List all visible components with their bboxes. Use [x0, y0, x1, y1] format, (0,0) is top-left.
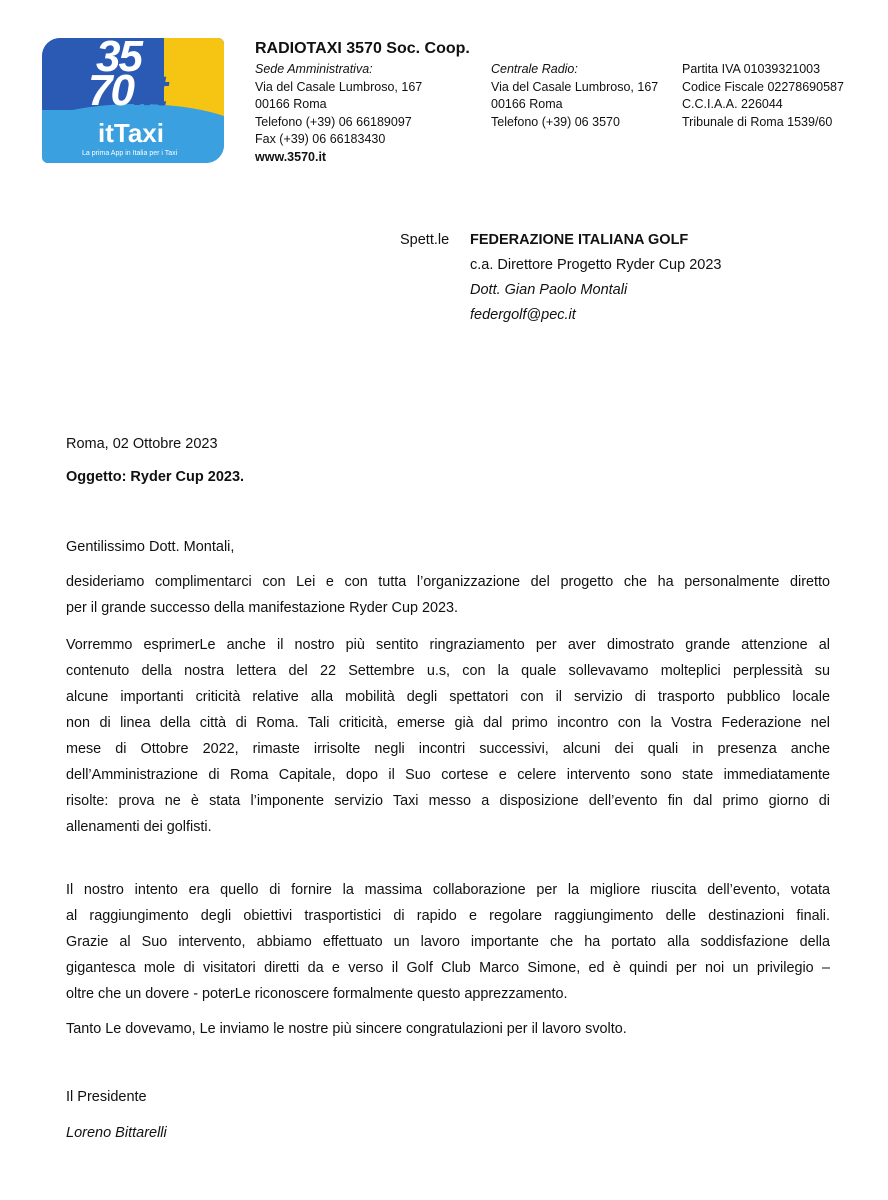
- header-radio-center: Centrale Radio: Via del Casale Lumbroso, 167 00166 Roma Telefono (+39) 06 3570: [491, 62, 659, 129]
- paragraph-2: Vorremmo esprimerLe anche il nostro più sentito ringraziamento per aver dimostrato grande attenzione al contenuto della nostra lettera del 22 Settembre u.s, con la quale sollevavamo molteplici perplessità su alcune importanti criticità relative alla mobilità degli spettatori con il servizio di trasporto pubblico locale non di linea della città di Roma. Tali criticità, emerse già dal primo incontro con la Vostra Federazione nel mese di Ottobre 2022, rimaste irrisolte negli incontri successivi, alcuni dei quali in presenza anche dell’Amministrazione di Roma Capitale, dopo il Suo cortese e celere intervento sono state immediatamente risolte: prova ne è stata l’imponente servizio Taxi messo a disposizione dell’evento fin dal primo giorno di allenamenti dei golfisti.: [66, 637, 830, 835]
- paragraph-3: Il nostro intento era quello di fornire la massima collaborazione per la migliore riuscita dell’evento, votata al raggiungimento degli obiettivi trasportistici di rapido e regolare raggiungimento delle destinazioni finali. Grazie al Suo intervento, abbiamo effettuato un lavoro importante che ha portato alla soddisfazione della gigantesca mole di visitatori diretti da e verso il Golf Club Marco Simone, ed è quindi per noi un privilegio – oltre che un dovere - poterLe riconoscere formalmente questo apprezzamento.: [66, 882, 830, 1002]
- letter-date: Roma, 02 Ottobre 2023: [66, 436, 218, 452]
- recipient-block: FEDERAZIONE ITALIANA GOLF c.a. Direttore Progetto Ryder Cup 2023 Dott. Gian Paolo Montali federgolf@pec.it: [470, 232, 722, 323]
- company-name: RADIOTAXI 3570 Soc. Coop.: [255, 40, 470, 57]
- recipient-prefix: Spett.le: [400, 232, 450, 248]
- header-admin-office: Sede Amministrativa: Via del Casale Lumbroso, 167 00166 Roma Telefono (+39) 06 66189097 Fax (+39) 06 66183430 www.3570.it: [255, 61, 422, 166]
- paragraph-1: desideriamo complimentarci con Lei e con tutta l’organizzazione del progetto che ha personalmente diretto per il grande successo della manifestazione Ryder Cup 2023.: [66, 574, 830, 616]
- letter-subject: Oggetto: Ryder Cup 2023.: [66, 469, 245, 485]
- website-link[interactable]: www.3570.it: [255, 149, 327, 164]
- company-logo: 35 70.it itTaxi La prima App in Italia per i Taxi: [42, 38, 224, 163]
- paragraph-4: Tanto Le dovevamo, Le inviamo le nostre più sincere congratulazioni per il lavoro svolto.: [66, 1021, 627, 1037]
- signature-name: Loreno Bittarelli: [66, 1125, 167, 1141]
- signature-role: Il Presidente: [66, 1089, 147, 1105]
- salutation: Gentilissimo Dott. Montali,: [66, 539, 235, 555]
- header-legal-info: Partita IVA 01039321003 Codice Fiscale 02278690587 C.C.I.A.A. 226044 Tribunale di Roma 1539/60: [682, 62, 844, 129]
